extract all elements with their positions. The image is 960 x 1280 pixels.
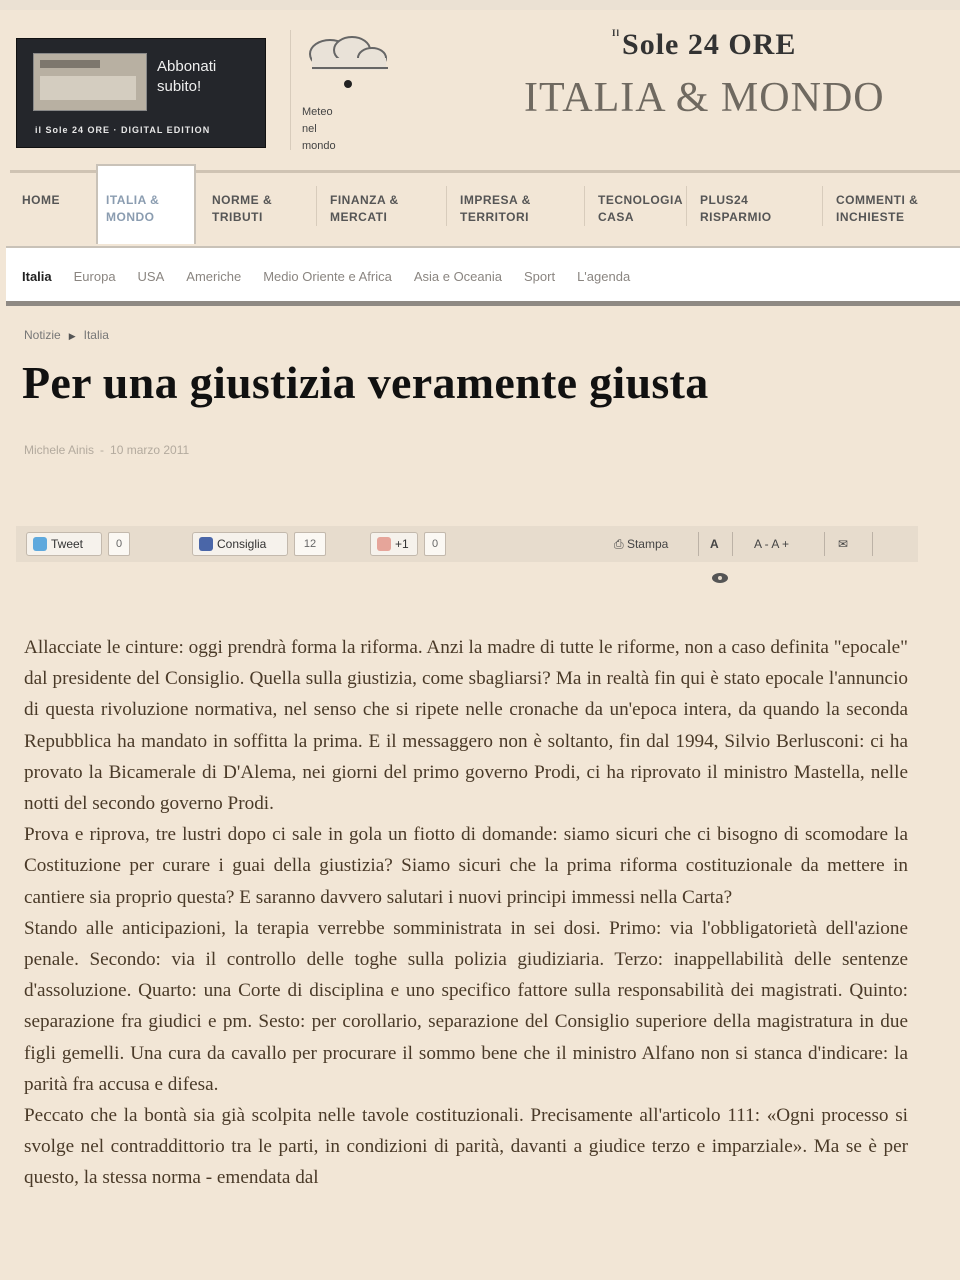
promo-thumbnail-image <box>33 53 147 111</box>
subnav-europa[interactable]: Europa <box>73 269 116 284</box>
article-body <box>24 632 908 1194</box>
subnav-usa[interactable]: USA <box>137 269 165 284</box>
promo-title: Abbonati subito! <box>157 58 217 95</box>
subnav-agenda[interactable]: L'agenda <box>577 269 631 284</box>
facebook-count: 12 <box>294 532 326 556</box>
article-paragraph: Allacciate le cinture: oggi prendrà forma la riforma. Anzi la madre di tutte le riforme, non a caso definita "epocale" dal presidente del Consiglio. Quella sulla giustizia, come sbagliarsi? Ma in realtà fin qui è stato epocale l'annuncio di questa rivoluzione normativa, nel senso che si ripete nelle cronache da un'epoca intera, da quando la seconda Repubblica ha mandato in soffitta la prima. E il messaggero non è soltanto, fin dal 1994, Silvio Berlusconi: ci ha provato la Bicamerale di D'Alema, nei giorni del primo governo Prodi, ci ha riprovato il ministro Mastella, nelle notti del secondo governo Prodi. <box>24 637 908 815</box>
publish-date: 10 marzo 2011 <box>110 443 190 457</box>
email-icon[interactable]: ✉ <box>838 537 849 551</box>
author-name[interactable]: Michele Ainis <box>24 443 95 457</box>
nav-impresa-territori[interactable]: IMPRESA & TERRITORI <box>460 193 531 224</box>
facebook-icon <box>199 537 213 551</box>
subnav-sport[interactable]: Sport <box>524 269 556 284</box>
article-paragraph: Prova e riprova, tre lustri dopo ci sale in gola un fiotto di domande: siamo sicuri che ci bisogno di scomodare la Costituzione per curare i guai della giustizia? Siamo sicuri che la prima riforma costituzionale da mettere in cantiere sia proprio questa? E saranno davvero salutari i nuovi principi immessi nella Carta? <box>24 824 908 908</box>
nav-norme-tributi[interactable]: NORME & TRIBUTI <box>212 193 273 224</box>
weather-widget[interactable] <box>300 28 400 158</box>
nav-plus24-risparmio[interactable]: PLUS24 RISPARMIO <box>700 193 772 224</box>
chevron-right-icon: ▶ <box>68 331 76 341</box>
cloudy-weather-icon <box>302 32 394 92</box>
article-title: Per una giustizia veramente giusta <box>22 357 709 408</box>
printer-icon: ⎙ <box>614 537 624 551</box>
subnav-italia[interactable]: Italia <box>22 269 52 284</box>
share-toolbar <box>16 526 918 562</box>
eye-icon[interactable] <box>710 570 730 586</box>
promo-footer: il Sole 24 ORE · DIGITAL EDITION <box>35 125 211 135</box>
google-plus-icon <box>377 537 391 551</box>
nav-italia-mondo[interactable]: ITALIA & MONDO <box>96 164 196 244</box>
article-paragraph: Peccato che la bontà sia già scolpita nelle tavole costituzionali. Precisamente all'articolo 111: «Ogni processo si svolge nel contraddittorio tra le parti, in condizioni di parità, davanti a giudice terzo e imparziale». Ma se è per questo, la stessa norma - emendata dal <box>24 1105 908 1189</box>
section-sub-navigation <box>6 246 960 306</box>
google-plus-count: 0 <box>424 532 446 556</box>
main-navigation <box>10 174 960 244</box>
breadcrumb <box>24 328 109 342</box>
weather-label: Meteo nel mondo <box>302 106 336 152</box>
breadcrumb-italia[interactable]: Italia <box>83 328 109 342</box>
nav-home[interactable]: HOME <box>22 193 60 207</box>
subnav-americhe[interactable]: Americhe <box>186 269 242 284</box>
twitter-icon <box>33 537 47 551</box>
font-size-small-button[interactable]: A <box>710 537 719 551</box>
facebook-recommend-button[interactable]: Consiglia <box>192 532 288 556</box>
header-divider <box>290 30 291 150</box>
print-button[interactable]: ⎙ Stampa <box>614 537 669 551</box>
subnav-medio-oriente-africa[interactable]: Medio Oriente e Africa <box>263 269 392 284</box>
google-plus-one-button[interactable]: +1 <box>370 532 418 556</box>
font-size-controls[interactable]: A - A + <box>754 537 790 551</box>
nav-commenti-inchieste[interactable]: COMMENTI & INCHIESTE <box>836 193 919 224</box>
tweet-button[interactable]: Tweet <box>26 532 102 556</box>
section-title: ITALIA & MONDO <box>524 75 885 121</box>
newspaper-logo[interactable]: $^{Il}$Sole 24 ORE <box>612 28 797 61</box>
article-byline: Michele Ainis - 10 marzo 2011 <box>24 443 190 457</box>
subscription-promo[interactable] <box>16 38 266 148</box>
article-paragraph: Stando alle anticipazioni, la terapia verrebbe somministrata in sei dosi. Primo: via l'obbligatorietà dell'azione penale. Secondo: via il controllo delle toghe sulla polizia giudiziaria. Terzo: inappellabilità delle sentenze d'assoluzione. Quarto: una Corte di disciplina e uno specifico fattore sulla responsabilità dei magistrati. Quinto: separazione fra giudici e pm. Sesto: per corollario, separazione del Consiglio superiore della magistratura in due figli gemelli. Una cura da cavallo per procurare il sommo bene che il ministro Alfano non si stanca d'indicare: la parità fra accusa e difesa. <box>24 917 908 1095</box>
nav-finanza-mercati[interactable]: FINANZA & MERCATI <box>330 193 399 224</box>
top-band <box>0 0 960 10</box>
tweet-count: 0 <box>108 532 130 556</box>
subnav-asia-oceania[interactable]: Asia e Oceania <box>413 269 502 284</box>
breadcrumb-notizie[interactable]: Notizie <box>24 328 61 342</box>
nav-tecnologia-casa[interactable]: TECNOLOGIA CASA <box>598 193 683 224</box>
